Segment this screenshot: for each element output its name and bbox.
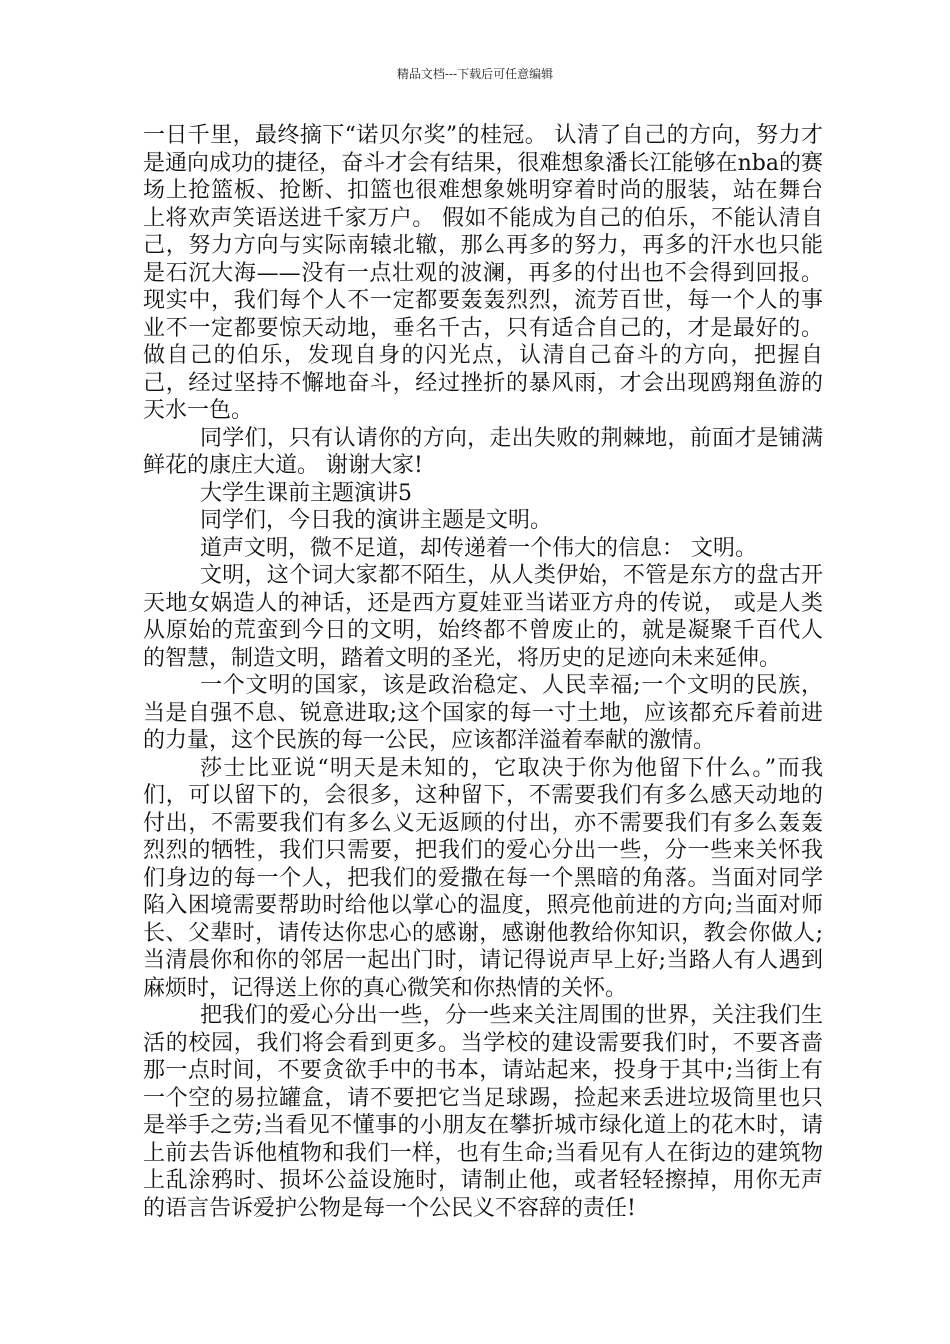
paragraph-8: 把我们的爱心分出一些，分一些来关注周围的世界，关注我们生活的校园，我们将会看到更多。当学校的建设需要我们时，不要吝啬那一点时间，不要贪欲手中的书本，请站起来，投身于其中;当街上有一个空的易拉罐盒，请不要把它当足球踢，捡起来丢进垃圾筒里也只是举手之劳;当看见不懂事的小朋友在攀折城市绿化道上的花木时，请上前去告诉他植物和我们一样，也有生命;当看见有人在街边的建筑物上乱涂鸦时、损坏公益设施时，请制止他，或者轻轻擦掉，用你无声的语言告诉爱护公物是每一个公民义不容辞的责任!: [143, 1003, 823, 1221]
paragraph-3: 同学们，今日我的演讲主题是文明。: [200, 508, 553, 533]
paragraph-1: 一日千里，最终摘下“诺贝尔奖”的桂冠。 认清了自己的方向，努力才是通向成功的捷径，奋斗才会有结果，很难想象潘长江能够在nba的赛场上抢篮板、抢断、扣篮也很难想象姚明穿着时尚的服装，站在舞台上将欢声笑语送进千家万户。 假如不能成为自己的伯乐，不能认清自己，努力方向与实际南辕北辙，那么再多的努力，再多的汗水也只能是石沉大海——没有一点壮观的波澜，再多的付出也不会得到回报。现实中，我们每个人不一定都要轰轰烈烈，流芳百世，每一个人的事业不一定都要惊天动地，垂名千古，只有适合自己的，才是最好的。 做自己的伯乐，发现自身的闪光点，认清自己奋斗的方向，把握自己，经过坚持不懈地奋斗，经过挫折的暴风雨，才会出现鸥翔鱼游的天水一色。: [143, 123, 823, 423]
document-body: [143, 122, 823, 1222]
section-title: 大学生课前主题演讲5: [200, 480, 412, 506]
paragraph-4: 道声文明，微不足道，却传递着一个伟大的信息： 文明。: [200, 535, 757, 561]
paragraph-5: 文明，这个词大家都不陌生，从人类伊始，不管是东方的盘古开天地女娲造人的神话，还是西方夏娃亚当诺亚方舟的传说， 或是人类从原始的荒蛮到今日的文明，始终都不曾废止的，就是凝聚千百代人的智慧，制造文明，踏着文明的圣光，将历史的足迹向未来延伸。: [143, 563, 823, 671]
page-header: 精品文档---下载后可任意编辑: [396, 67, 554, 81]
paragraph-2: 同学们，只有认请你的方向，走出失败的荆棘地，前面才是铺满鲜花的康庄大道。 谢谢大家!: [143, 425, 823, 478]
paragraph-7: 莎士比亚说“明天是未知的，它取决于你为他留下什么。”而我们，可以留下的，会很多，这种留下，不需要我们有多么感天动地的付出，不需要我们有多么义无返顾的付出，亦不需要我们有多么轰轰烈烈的牺牲，我们只需要，把我们的爱心分出一些，分一些来关怀我们身边的每一个人，把我们的爱撒在每一个黑暗的角落。当面对同学陷入困境需要帮助时给他以掌心的温度，照亮他前进的方向;当面对师长、父辈时，请传达你忠心的感谢，感谢他教给你知识，教会你做人;当清晨你和你的邻居一起出门时，请记得说声早上好;当路人有人遇到麻烦时，记得送上你的真心微笑和你热情的关怀。: [143, 755, 823, 1001]
paragraph-6: 一个文明的国家，该是政治稳定、人民幸福;一个文明的民族，当是自强不息、锐意进取;这个国家的每一寸土地，应该都充斥着前进的力量，这个民族的每一公民，应该都洋溢着奉献的激情。: [143, 673, 823, 753]
